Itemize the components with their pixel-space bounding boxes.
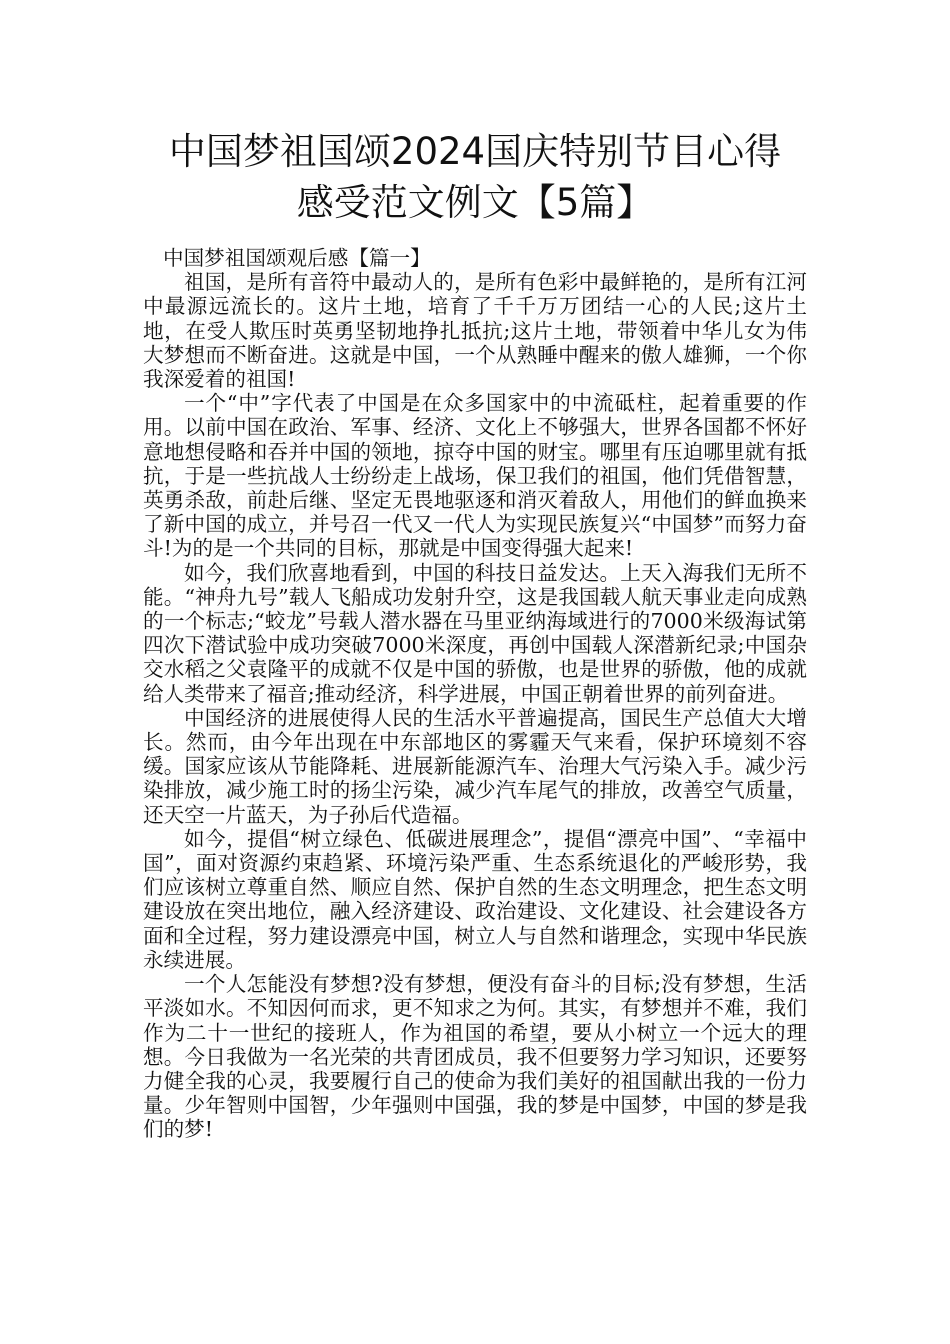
body-paragraph: 一个“中”字代表了中国是在众多国家中的中流砥柱，起着重要的作用。以前中国在政治、军事、经济、文化上不够强大，世界各国都不怀好意地想侵略和吞并中国的领地，掠夺中国的财宝。哪里有压迫哪里就有抵抗，于是一些抗战人士纷纷走上战场，保卫我们的祖国，他们凭借智慧，英勇杀敌，前赴后继、坚定无畏地驱逐和消灭着敌人，用他们的鲜血换来了新中国的成立，并号召一代又一代人为实现民族复兴“中国梦”而努力奋斗!为的是一个共同的目标，那就是中国变得强大起来! <box>143 391 807 561</box>
body-paragraph: 如今，我们欣喜地看到，中国的科技日益发达。上天入海我们无所不能。“神舟九号”载人飞船成功发射升空，这是我国载人航天事业走向成熟的一个标志;“蛟龙”号载人潜水器在马里亚纳海域进行的7000米级海试第四次下潜试验中成功突破7000米深度，再创中国载人深潜新纪录;中国杂交水稻之父袁隆平的成就不仅是中国的骄傲，也是世界的骄傲，他的成就给人类带来了福音;推动经济，科学进展，中国正朝着世界的前列奋进。 <box>143 560 807 706</box>
body-paragraph: 祖国，是所有音符中最动人的，是所有色彩中最鲜艳的，是所有江河中最源远流长的。这片土地，培育了千千万万团结一心的人民;这片土地，在受人欺压时英勇坚韧地挣扎抵抗;这片土地，带领着中华儿女为伟大梦想而不断奋进。这就是中国，一个从熟睡中醒来的傲人雄狮，一个你我深爱着的祖国! <box>143 270 807 392</box>
body-paragraph: 中国经济的进展使得人民的生活水平普遍提高，国民生产总值大大增长。然而，由今年出现在中东部地区的雾霾天气来看，保护环境刻不容缓。国家应该从节能降耗、进展新能源汽车、治理大气污染入手。减少污染排放，减少施工时的扬尘污染，减少汽车尾气的排放，改善空气质量，还天空一片蓝天，为子孙后代造福。 <box>143 705 807 827</box>
document-body <box>143 246 807 1142</box>
section-heading: 中国梦祖国颂观后感【篇一】 <box>163 246 431 270</box>
document-title <box>100 126 850 228</box>
document-title-line-2: 感受范文例文【5篇】 <box>296 181 654 224</box>
body-paragraph: 如今，提倡“树立绿色、低碳进展理念”，提倡“漂亮中国”、“幸福中国”，面对资源约束趋紧、环境污染严重、生态系统退化的严峻形势，我们应该树立尊重自然、顺应自然、保护自然的生态文明理念，把生态文明建设放在突出地位，融入经济建设、政治建设、文化建设、社会建设各方面和全过程，努力建设漂亮中国，树立人与自然和谐理念，实现中华民族永续进展。 <box>143 826 807 972</box>
document-title-line-1: 中国梦祖国颂2024国庆特别节目心得 <box>168 130 782 173</box>
body-paragraph: 一个人怎能没有梦想?没有梦想，便没有奋斗的目标;没有梦想，生活平淡如水。不知因何而求，更不知求之为何。其实，有梦想并不难，我们作为二十一世纪的接班人，作为祖国的希望，要从小树立一个远大的理想。今日我做为一名光荣的共青团成员，我不但要努力学习知识，还要努力健全我的心灵，我要履行自己的使命为我们美好的祖国献出我的一份力量。少年智则中国智，少年强则中国强，我的梦是中国梦，中国的梦是我们的梦! <box>143 972 807 1142</box>
